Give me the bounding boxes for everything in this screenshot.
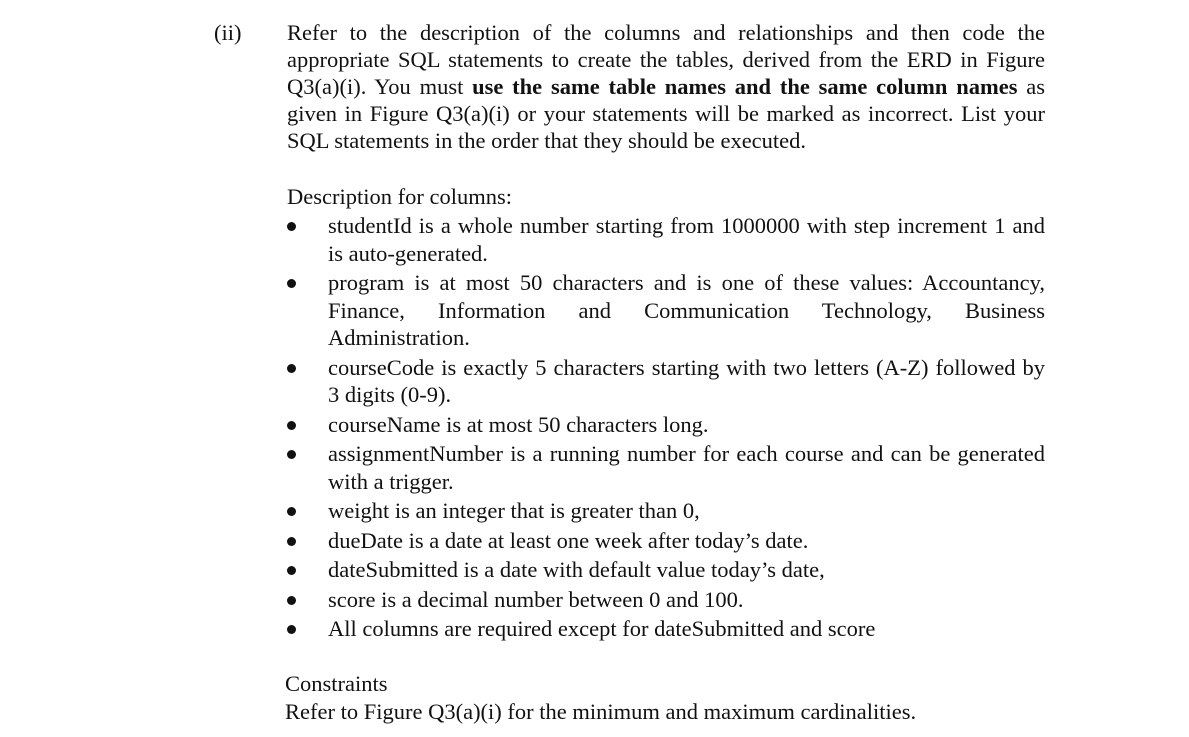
list-item-text: dateSubmitted is a date with default value today’s date, <box>328 557 825 582</box>
list-item-text: assignmentNumber is a running number for each course and can be generated with a trigger. <box>328 441 1045 494</box>
constraints-heading: Constraints <box>285 671 388 696</box>
list-item <box>287 212 1045 267</box>
list-item <box>287 527 1045 555</box>
list-item <box>287 411 1045 439</box>
list-item <box>287 440 1045 495</box>
question-number: (ii) <box>214 20 242 45</box>
bullet-icon <box>287 364 296 373</box>
list-item-text: program is at most 50 characters and is one of these values: Accountancy, Finance, Information and Communication Technology, Business Administration. <box>328 270 1045 350</box>
question-intro <box>287 19 1045 154</box>
intro-text-end: as given in Figure Q3(a)(i) or your statements will be marked as incorrect. List your SQL statements in the order that they should be executed. <box>287 74 1045 153</box>
bullet-icon <box>287 222 296 231</box>
bullet-icon <box>287 596 296 605</box>
description-heading: Description for columns: <box>287 184 512 209</box>
list-item-text: weight is an integer that is greater than 0, <box>328 498 700 523</box>
bullet-icon <box>287 507 296 516</box>
bullet-icon <box>287 279 296 288</box>
list-item <box>287 497 1045 525</box>
list-item-text: courseName is at most 50 characters long. <box>328 411 709 437</box>
bullet-icon <box>287 625 296 634</box>
bullet-icon <box>287 421 296 430</box>
list-item-text: studentId is a whole number starting from 1000000 with step increment 1 and is auto-generated. <box>328 213 1045 266</box>
list-item-text: dueDate is a date at least one week after today’s date. <box>328 527 809 553</box>
intro-bold-requirement: use the same table names and the same column names <box>472 74 1018 99</box>
bullet-icon <box>287 566 296 575</box>
intro-text-start: Refer to the description of the columns and relationships and then code the appropriate SQL statements to create the tables, derived from the ERD in Figure Q3(a)(i). You must <box>287 20 1045 99</box>
list-item-text: All columns are required except for dateSubmitted and score <box>328 616 876 641</box>
list-item-text: courseCode is exactly 5 characters starting with two letters (A-Z) followed by 3 digits (0-9). <box>328 354 1045 407</box>
list-item <box>287 586 1045 614</box>
bullet-icon <box>287 537 296 546</box>
list-item <box>287 269 1045 352</box>
list-item-text: score is a decimal number between 0 and 100. <box>328 586 744 612</box>
list-item <box>287 615 1045 643</box>
list-item <box>287 556 1045 584</box>
list-item <box>287 354 1045 409</box>
bullet-icon <box>287 450 296 459</box>
constraints-text: Refer to Figure Q3(a)(i) for the minimum and maximum cardinalities. <box>285 699 917 724</box>
column-description-list <box>287 212 1045 645</box>
